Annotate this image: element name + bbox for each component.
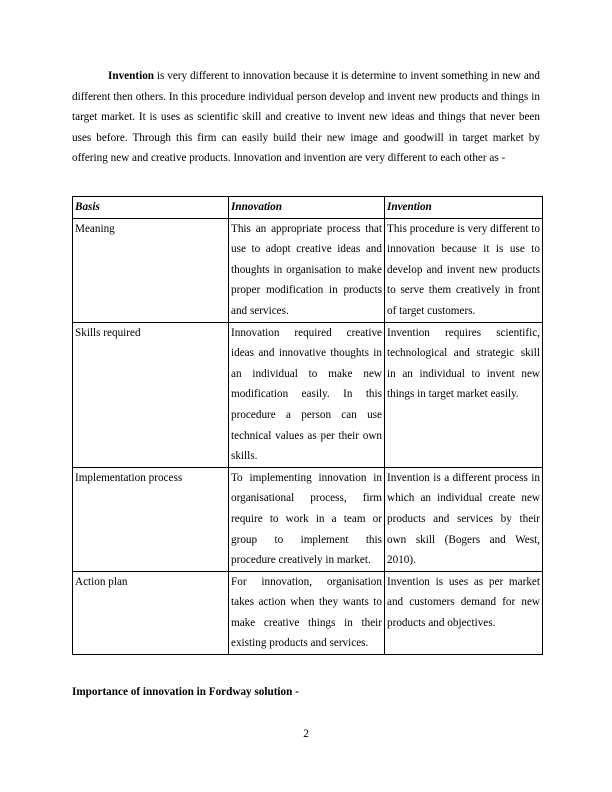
- table-header-row: [73, 197, 543, 219]
- cell-basis: Implementation process: [73, 467, 229, 571]
- cell-innovation: For innovation, organisation takes action when they wants to make creative things in their existing products and services.: [229, 571, 385, 654]
- intro-lead-term: Invention: [108, 70, 155, 82]
- header-innovation: Innovation: [229, 197, 385, 219]
- cell-basis: Meaning: [73, 218, 229, 322]
- table-row: [73, 322, 543, 467]
- header-invention: Invention: [385, 197, 543, 219]
- table-row: [73, 571, 543, 654]
- comparison-table: [72, 196, 543, 655]
- section-heading: Importance of innovation in Fordway solution -: [72, 686, 299, 698]
- cell-innovation: Innovation required creative ideas and innovative thoughts in an individual to make new modification easily. In this procedure a person can use technical values as per their own skills.: [229, 322, 385, 467]
- cell-invention: This procedure is very different to innovation because it is use to develop and invent new products to serve them creatively in front of target customers.: [385, 218, 543, 322]
- intro-paragraph: [72, 66, 540, 169]
- cell-basis: Action plan: [73, 571, 229, 654]
- cell-invention: Invention is uses as per market and customers demand for new products and objectives.: [385, 571, 543, 654]
- cell-innovation: To implementing innovation in organisational process, firm require to work in a team or group to implement this procedure creatively in market.: [229, 467, 385, 571]
- intro-body-text: is very different to innovation because it is determine to invent something in new and different then others. In this procedure individual person develop and invent new products and things in target market. It is uses as scientific skill and creative to invent new ideas and things that never been uses before. Through this firm can easily build their new image and goodwill in target market by offering new and creative products. Innovation and invention are very different to each other as -: [72, 70, 540, 165]
- cell-invention: Invention requires scientific, technological and strategic skill in an individual to invent new things in target market easily.: [385, 322, 543, 467]
- table-row: [73, 218, 543, 322]
- cell-basis: Skills required: [73, 322, 229, 467]
- header-basis: Basis: [73, 197, 229, 219]
- table-row: [73, 467, 543, 571]
- cell-innovation: This an appropriate process that use to adopt creative ideas and thoughts in organisation to make proper modification in products and services.: [229, 218, 385, 322]
- cell-invention: Invention is a different process in which an individual create new products and services by their own skill (Bogers and West, 2010).: [385, 467, 543, 571]
- page-number: 2: [303, 728, 309, 740]
